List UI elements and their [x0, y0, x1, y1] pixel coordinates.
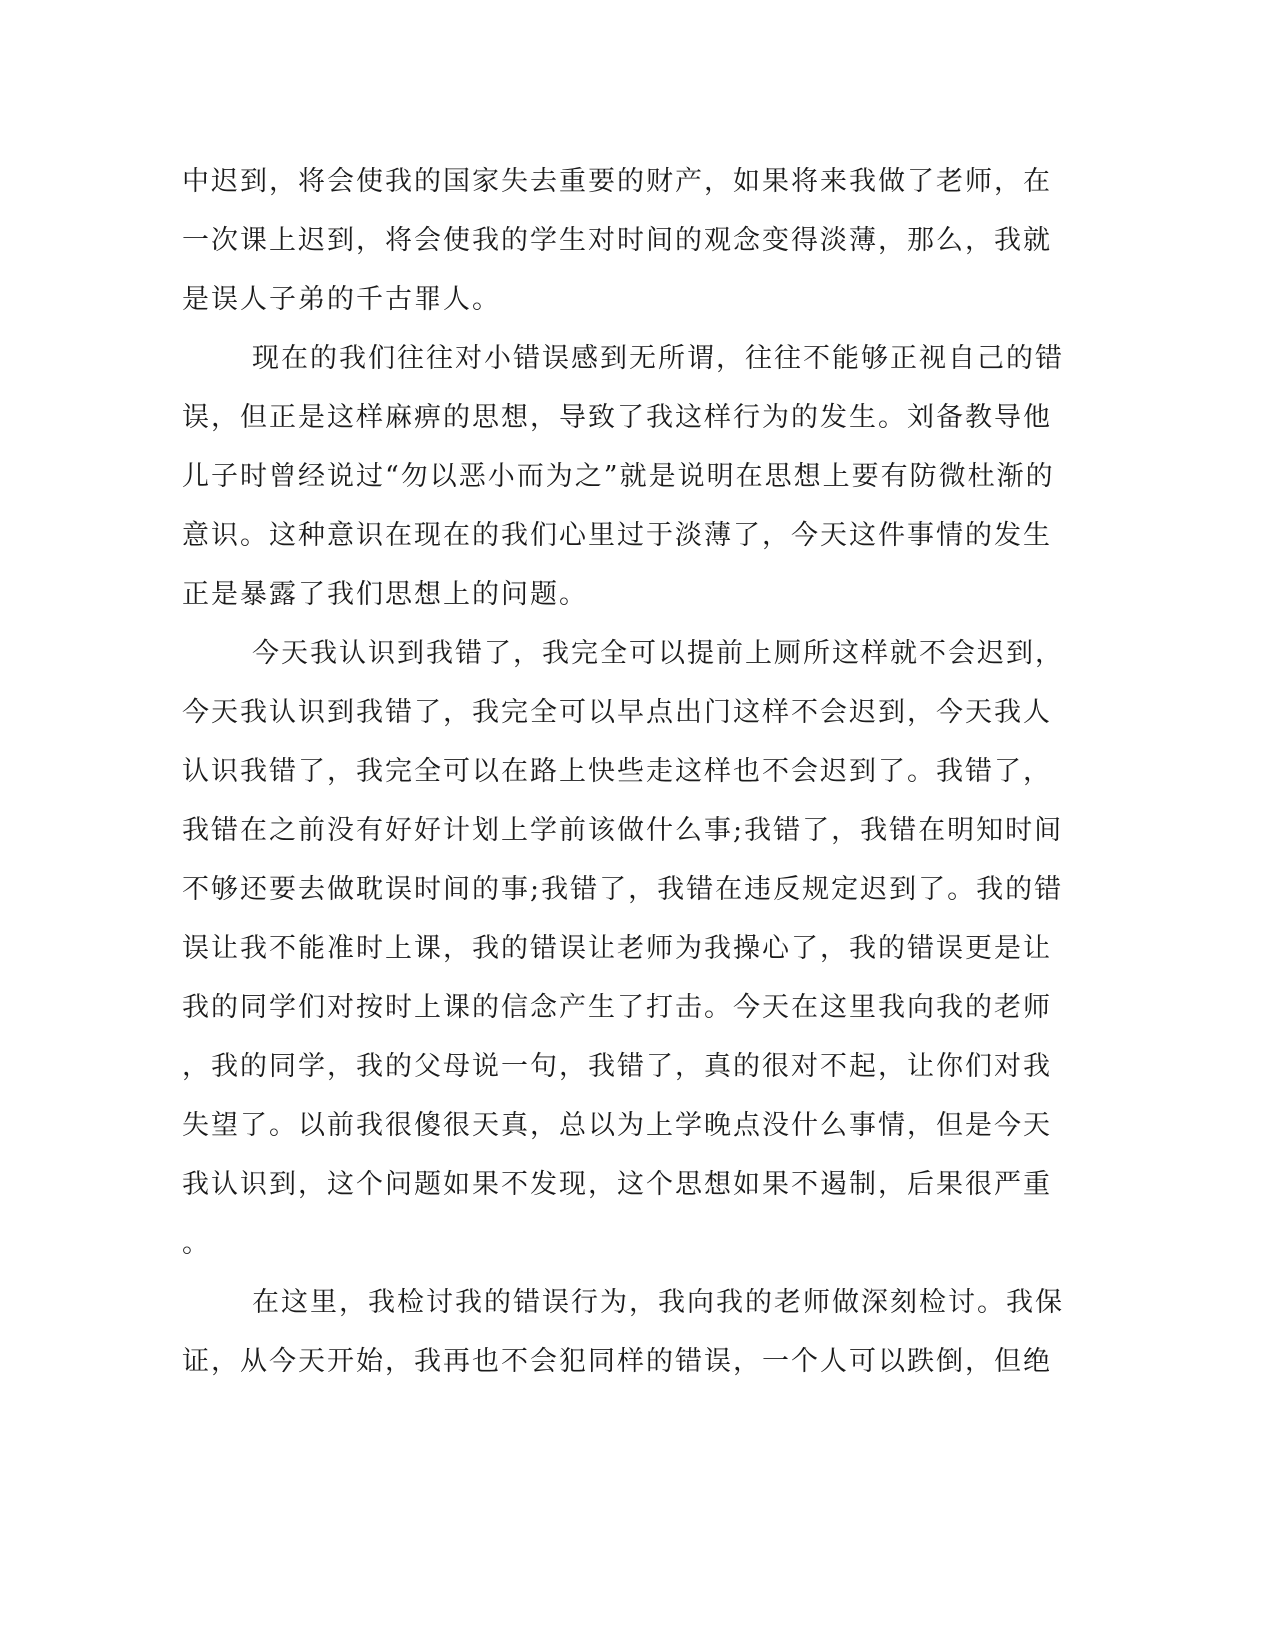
text-line: 是误人子弟的千古罪人。	[182, 284, 501, 315]
text-line: 儿子时曾经说过“勿以恶小而为之”就是说明在思想上要有防微杜渐的	[182, 461, 1055, 492]
paragraph-first-line: 在这里，我检讨我的错误行为，我向我的老师做深刻检讨。我保	[252, 1287, 1064, 1318]
text-line: ，我的同学，我的父母说一句，我错了，真的很对不起，让你们对我	[182, 1051, 1052, 1082]
text-line: 误，但正是这样麻痹的思想，导致了我这样行为的发生。刘备教导他	[182, 402, 1052, 433]
text-line: 正是暴露了我们思想上的问题。	[182, 579, 588, 610]
text-line: 失望了。以前我很傻很天真，总以为上学晚点没什么事情，但是今天	[182, 1110, 1052, 1141]
body-text	[182, 160, 1064, 1399]
text-line: 误让我不能准时上课，我的错误让老师为我操心了，我的错误更是让	[182, 933, 1052, 964]
text-line: 认识我错了，我完全可以在路上快些走这样也不会迟到了。我错了，	[182, 756, 1052, 787]
text-line: 一次课上迟到，将会使我的学生对时间的观念变得淡薄，那么，我就	[182, 225, 1052, 256]
text-line: 证，从今天开始，我再也不会犯同样的错误，一个人可以跌倒，但绝	[182, 1346, 1052, 1377]
paragraph-first-line: 今天我认识到我错了，我完全可以提前上厕所这样就不会迟到，	[252, 638, 1064, 669]
paragraph-first-line: 现在的我们往往对小错误感到无所谓，往往不能够正视自己的错	[252, 343, 1064, 374]
text-line: 我认识到，这个问题如果不发现，这个思想如果不遏制，后果很严重	[182, 1169, 1052, 1200]
text-line: 中迟到，将会使我的国家失去重要的财产，如果将来我做了老师，在	[182, 166, 1052, 197]
text-line: 。	[182, 1228, 211, 1259]
text-line: 我的同学们对按时上课的信念产生了打击。今天在这里我向我的老师	[182, 992, 1052, 1023]
text-line: 我错在之前没有好好计划上学前该做什么事;我错了，我错在明知时间	[182, 815, 1064, 846]
text-line: 今天我认识到我错了，我完全可以早点出门这样不会迟到，今天我人	[182, 697, 1052, 728]
text-line: 意识。这种意识在现在的我们心里过于淡薄了，今天这件事情的发生	[182, 520, 1052, 551]
text-line: 不够还要去做耽误时间的事;我错了，我错在违反规定迟到了。我的错	[182, 874, 1064, 905]
